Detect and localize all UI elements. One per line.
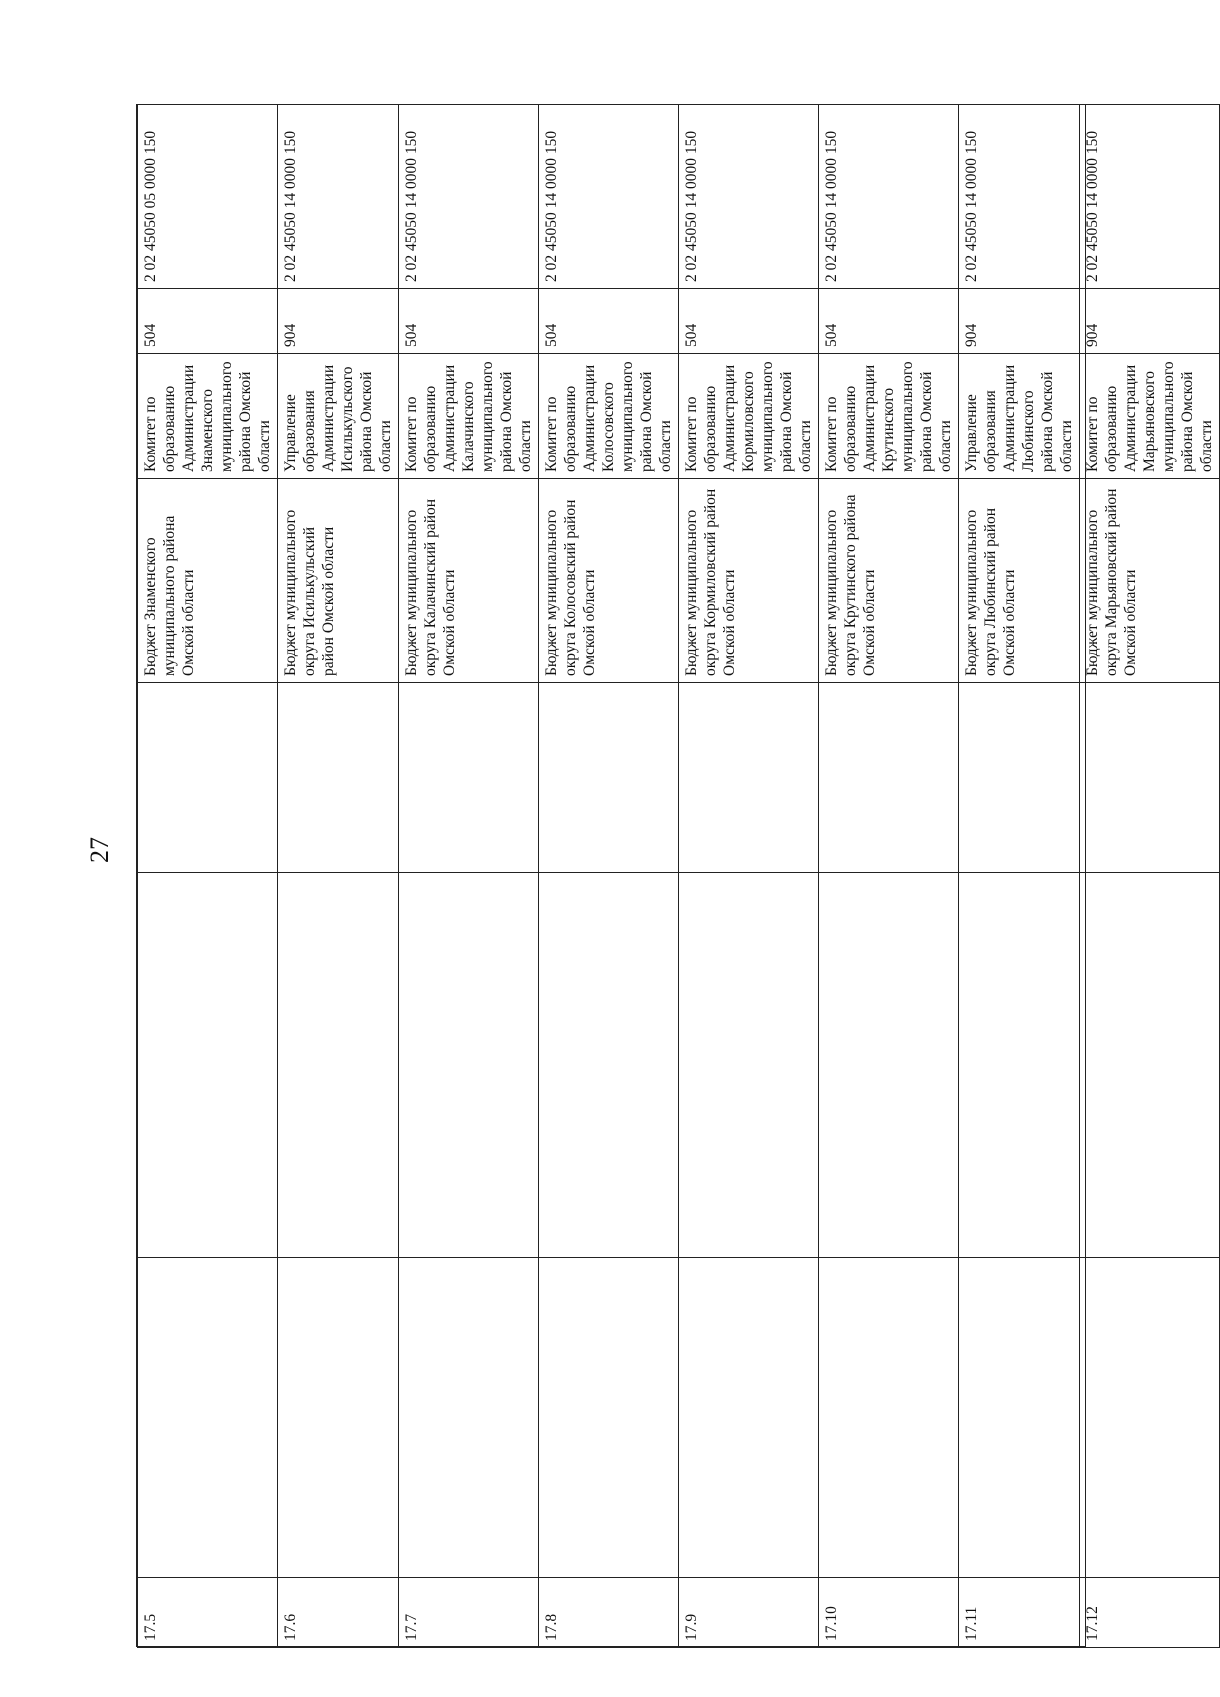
budget-cell: Бюджет муниципального округа Любинский район Омской области bbox=[959, 479, 1080, 683]
table-row bbox=[138, 105, 278, 1648]
table-row bbox=[959, 105, 1080, 1648]
table-row bbox=[399, 105, 539, 1648]
administrator-cell: Комитет по образованию Администрации Крутинского муниципального района Омской области bbox=[819, 354, 959, 479]
empty-cell bbox=[539, 683, 679, 873]
row-number-cell: 17.8 bbox=[539, 1578, 679, 1648]
table-row bbox=[278, 105, 399, 1648]
page-number: 27 bbox=[85, 837, 114, 863]
empty-cell bbox=[399, 1258, 539, 1578]
empty-cell bbox=[278, 1258, 399, 1578]
row-number-cell: 17.5 bbox=[138, 1578, 278, 1648]
administrator-cell: Комитет по образованию Администрации Колосовского муниципального района Омской области bbox=[539, 354, 679, 479]
budget-cell: Бюджет муниципального округа Крутинского района Омской области bbox=[819, 479, 959, 683]
empty-cell bbox=[1080, 683, 1220, 873]
row-number-cell: 17.9 bbox=[679, 1578, 819, 1648]
table-row bbox=[1080, 105, 1220, 1648]
empty-cell bbox=[679, 1258, 819, 1578]
empty-cell bbox=[819, 1258, 959, 1578]
row-number-cell: 17.10 bbox=[819, 1578, 959, 1648]
empty-cell bbox=[399, 683, 539, 873]
admin-code-cell: 504 bbox=[679, 289, 819, 354]
admin-code-cell: 904 bbox=[959, 289, 1080, 354]
budget-cell: Бюджет муниципального округа Калачинский район Омской области bbox=[399, 479, 539, 683]
budget-cell: Бюджет муниципального округа Марьяновский район Омской области bbox=[1080, 479, 1220, 683]
empty-cell bbox=[138, 683, 278, 873]
administrator-cell: Комитет по образованию Администрации Кормиловского муниципального района Омской области bbox=[679, 354, 819, 479]
budget-cell: Бюджет муниципального округа Исилькульский район Омской области bbox=[278, 479, 399, 683]
empty-cell bbox=[959, 873, 1080, 1258]
admin-code-cell: 504 bbox=[138, 289, 278, 354]
empty-cell bbox=[1080, 873, 1220, 1258]
empty-cell bbox=[138, 1258, 278, 1578]
row-number-cell: 17.12 bbox=[1080, 1578, 1220, 1648]
empty-cell bbox=[819, 683, 959, 873]
empty-cell bbox=[679, 683, 819, 873]
administrator-cell: Управление образования Администрации Исилькульского района Омской области bbox=[278, 354, 399, 479]
table-body bbox=[138, 105, 1220, 1648]
administrator-cell: Управление образования Администрации Любинского района Омской области bbox=[959, 354, 1080, 479]
budget-cell: Бюджет Знаменского муниципального района Омской области bbox=[138, 479, 278, 683]
administrator-cell: Комитет по образованию Администрации Знаменского муниципального района Омской области bbox=[138, 354, 278, 479]
admin-code-cell: 504 bbox=[399, 289, 539, 354]
revenue-code-cell: 2 02 45050 14 0000 150 bbox=[539, 105, 679, 289]
table-row bbox=[819, 105, 959, 1648]
empty-cell bbox=[278, 873, 399, 1258]
budget-cell: Бюджет муниципального округа Колосовский район Омской области bbox=[539, 479, 679, 683]
empty-cell bbox=[819, 873, 959, 1258]
row-number-cell: 17.6 bbox=[278, 1578, 399, 1648]
revenue-code-cell: 2 02 45050 14 0000 150 bbox=[399, 105, 539, 289]
admin-code-cell: 904 bbox=[278, 289, 399, 354]
table-row bbox=[539, 105, 679, 1648]
row-number-cell: 17.11 bbox=[959, 1578, 1080, 1648]
empty-cell bbox=[959, 1258, 1080, 1578]
admin-code-cell: 504 bbox=[819, 289, 959, 354]
empty-cell bbox=[959, 683, 1080, 873]
empty-cell bbox=[278, 683, 399, 873]
revenue-code-cell: 2 02 45050 14 0000 150 bbox=[959, 105, 1080, 289]
table-row bbox=[679, 105, 819, 1648]
empty-cell bbox=[539, 873, 679, 1258]
revenue-code-cell: 2 02 45050 05 0000 150 bbox=[138, 105, 278, 289]
transfers-table bbox=[137, 104, 1220, 1648]
empty-cell bbox=[1080, 1258, 1220, 1578]
administrator-cell: Комитет по образованию Администрации Марьяновского муниципального района Омской области bbox=[1080, 354, 1220, 479]
empty-cell bbox=[399, 873, 539, 1258]
revenue-code-cell: 2 02 45050 14 0000 150 bbox=[278, 105, 399, 289]
rotated-table-frame bbox=[136, 104, 1215, 1647]
administrator-cell: Комитет по образованию Администрации Калачинского муниципального района Омской области bbox=[399, 354, 539, 479]
revenue-code-cell: 2 02 45050 14 0000 150 bbox=[679, 105, 819, 289]
empty-cell bbox=[679, 873, 819, 1258]
empty-cell bbox=[138, 873, 278, 1258]
row-number-cell: 17.7 bbox=[399, 1578, 539, 1648]
admin-code-cell: 504 bbox=[539, 289, 679, 354]
budget-cell: Бюджет муниципального округа Кормиловский район Омской области bbox=[679, 479, 819, 683]
empty-cell bbox=[539, 1258, 679, 1578]
revenue-code-cell: 2 02 45050 14 0000 150 bbox=[819, 105, 959, 289]
admin-code-cell: 904 bbox=[1080, 289, 1220, 354]
revenue-code-cell: 2 02 45050 14 0000 150 bbox=[1080, 105, 1220, 289]
